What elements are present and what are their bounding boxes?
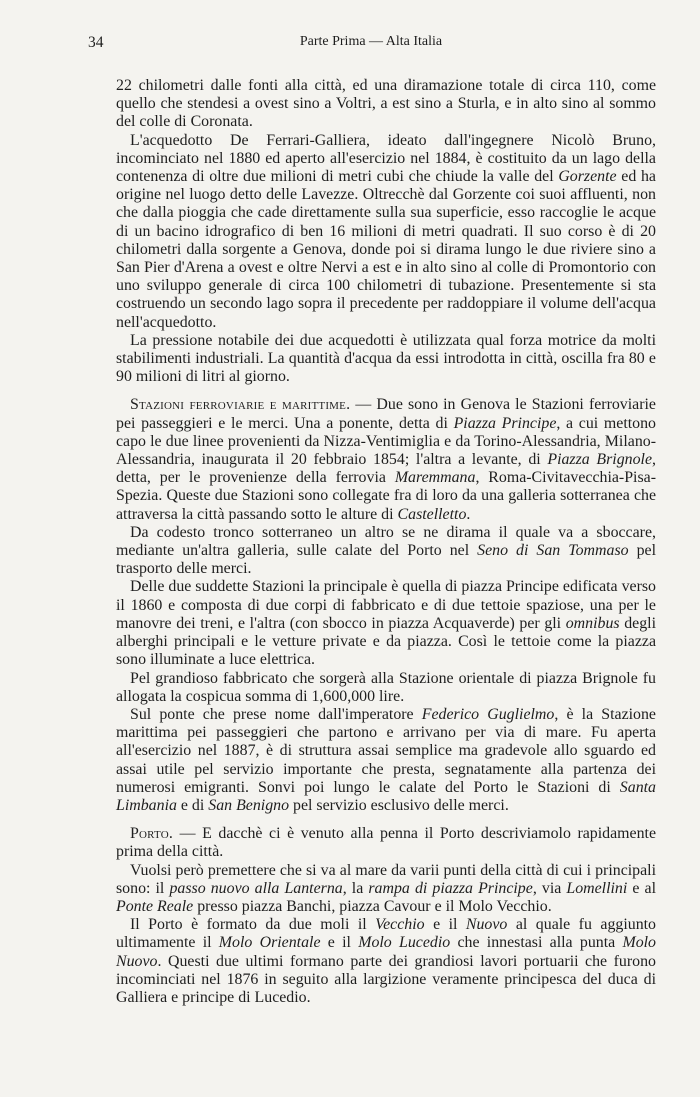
section-heading: Stazioni ferroviarie e marittime.: [130, 396, 351, 414]
text-run: .: [466, 505, 471, 523]
paragraph: [116, 670, 656, 706]
italic-text: Vecchio: [375, 916, 425, 934]
text-run: al quale fu aggiunto ultimamente il: [116, 916, 656, 952]
text-run: Da codesto tronco sotterraneo un altro se ne dirama il quale va a sboccare, mediante un'altra galleria, sulle calate del Porto nel: [116, 523, 656, 560]
text-run: e di: [176, 796, 209, 814]
italic-text: San Benigno: [208, 796, 290, 814]
italic-text: Castelletto: [397, 505, 467, 523]
italic-text: Piazza Brignole: [547, 451, 653, 469]
page-number: 34: [88, 34, 104, 51]
paragraph: [116, 578, 656, 669]
text-run: pel trasporto delle merci.: [116, 542, 656, 578]
text-run: Il Porto è formato da due moli il: [130, 916, 376, 934]
text-run: Pel grandioso fabbricato che sorgerà alla Stazione orientale di piazza Brignole fu allogata la cospicua somma di 1,600,000 lire.: [116, 669, 656, 705]
text-run: pel servizio esclusivo delle merci.: [289, 796, 509, 814]
italic-text: rampa di piazza Principe: [368, 879, 533, 897]
italic-text: Seno di San Tommaso: [477, 542, 629, 560]
paragraph: [116, 132, 656, 332]
paragraph: [116, 396, 656, 523]
italic-text: passo nuovo alla Lanterna: [169, 879, 343, 897]
text-run: Vuolsi però premettere che si va al mare da varii punti della città di cui i principali sono: il: [116, 861, 656, 897]
text-run: Delle due suddette Stazioni la principale è quella di piazza Principe edificata verso il 1860 e composta di due corpi di fabbricato e di due tettoie spaziose, una per le manovre dei treni, e l'altra (con sbocco in piazza Acquaverde) per gli: [116, 578, 656, 632]
italic-text: Molo Orientale: [218, 934, 321, 952]
paragraph: [116, 77, 656, 132]
paragraph: [116, 862, 656, 917]
text-run: 22 chilometri dalle fonti alla città, ed una diramazione totale di circa 110, come quello che stendesi a ovest sino a Voltri, a est sino a Sturla, e in alto sino al sommo del colle di Coronata.: [116, 77, 656, 131]
text-run: presso piazza Banchi, piazza Cavour e il Molo Vecchio.: [193, 897, 552, 915]
text-run: e il: [320, 934, 359, 952]
italic-text: Molo Lucedio: [358, 934, 451, 952]
italic-text: Santa Limbania: [116, 778, 656, 814]
text-run: , la: [342, 879, 369, 897]
text-run: e al: [627, 879, 656, 897]
page-header: [88, 34, 654, 56]
paragraph: [116, 524, 656, 579]
text-run: degli alberghi principali e le vetture private e da piazza. Così le tettoie come la piazza sono illuminate a luce elettrica.: [116, 614, 656, 669]
italic-text: Gorzente: [558, 168, 617, 186]
running-title: Parte Prima — Alta Italia: [299, 34, 443, 49]
italic-text: Piazza Principe: [453, 414, 557, 432]
text-run: , via: [532, 879, 567, 897]
text-run: e il: [424, 916, 466, 934]
paragraph: [116, 332, 656, 387]
italic-text: Molo Nuovo: [116, 934, 656, 970]
text-run: L'acquedotto De Ferrari-Galliera, ideato dall'ingegnere Nicolò Bruno, incominciato nel 1880 ed aperto all'esercizio nel 1884, è costituito da un lago della contenenza di oltre due milioni di metri cubi che chiude la valle del: [116, 131, 656, 186]
text-run: Sul ponte che prese nome dall'imperatore: [130, 705, 422, 723]
page-body-text: [116, 77, 656, 1007]
italic-text: Ponte Reale: [116, 897, 194, 915]
text-run: — Due sono in Genova le Stazioni ferroviarie pei passeggieri e le merci. Una a ponente, detta di: [116, 396, 656, 432]
text-run: La pressione notabile dei due acquedotti è utilizzata qual forza motrice da molti stabilimenti industriali. La quantità d'acqua da essi introdotta in città, oscilla fra 80 e 90 milioni di litri al giorno.: [116, 331, 656, 386]
paragraph: [116, 916, 656, 1007]
text-run: che innestasi alla punta: [450, 934, 623, 952]
italic-text: omnibus: [565, 614, 620, 632]
text-run: ed ha origine nel luogo detto delle Lavezze. Oltrecchè dal Gorzente coi suoi affluenti, non che dalla pioggia che cade direttamente sulla sua superficie, esso raccoglie le acque di un bacino idrografico di ben 16 milioni di metri quadrati. Il suo corso è di 20 chilometri dalla sorgente a Genova, donde poi si dirama lungo le due riviere sino a San Pier d'Arena a ovest e oltre Nervi a est e in alto sino al colle di Promontorio con uno sviluppo generale di circa 100 chilometri di tubazione. Presentemente si sta costruendo un secondo lago sopra il precedente per raddoppiare il volume dell'acqua nell'acquedotto.: [116, 168, 656, 331]
italic-text: Federico Guglielmo: [421, 705, 555, 723]
text-run: , a cui mettono capo le due linee provenienti da Nizza-Ventimiglia e da Torino-Alessandria, Milano-Alessandria, inaugurata il 20 febbraio 1854; l'altra a levante, di: [116, 414, 656, 469]
italic-text: Lomellini: [566, 879, 628, 897]
paragraph: [116, 706, 656, 815]
italic-text: Maremmana: [394, 469, 476, 487]
italic-text: Nuovo: [465, 916, 508, 934]
text-run: , Roma-Civitavecchia-Pisa-Spezia. Queste due Stazioni sono collegate fra di loro da una galleria sotterranea che attraversa la città passando sotto le alture di: [116, 469, 656, 523]
section-heading: Porto.: [130, 825, 174, 843]
text-run: , è la Stazione marittima pei passeggieri che partono e arrivano per via di mare. Fu aperta all'esercizio nel 1887, è di struttura assai semplice ma gradevole allo sguardo ed assai utile pel servizio importante che presta, segnatamente alla partenza dei numerosi emigranti. Sonvi poi lungo le calate del Porto le Stazioni di: [116, 705, 656, 796]
text-run: . Questi due ultimi formano parte dei grandiosi lavori portuarii che furono incominciati nel 1876 in seguito alla largizione veramente principesca del duca di Galliera e principe di Lucedio.: [116, 952, 656, 1006]
paragraph: [116, 825, 656, 861]
text-run: — E dacchè ci è venuto alla penna il Porto descriviamolo rapidamente prima della città.: [116, 825, 656, 861]
text-run: , detta, per le provenienze della ferrovia: [116, 451, 657, 487]
